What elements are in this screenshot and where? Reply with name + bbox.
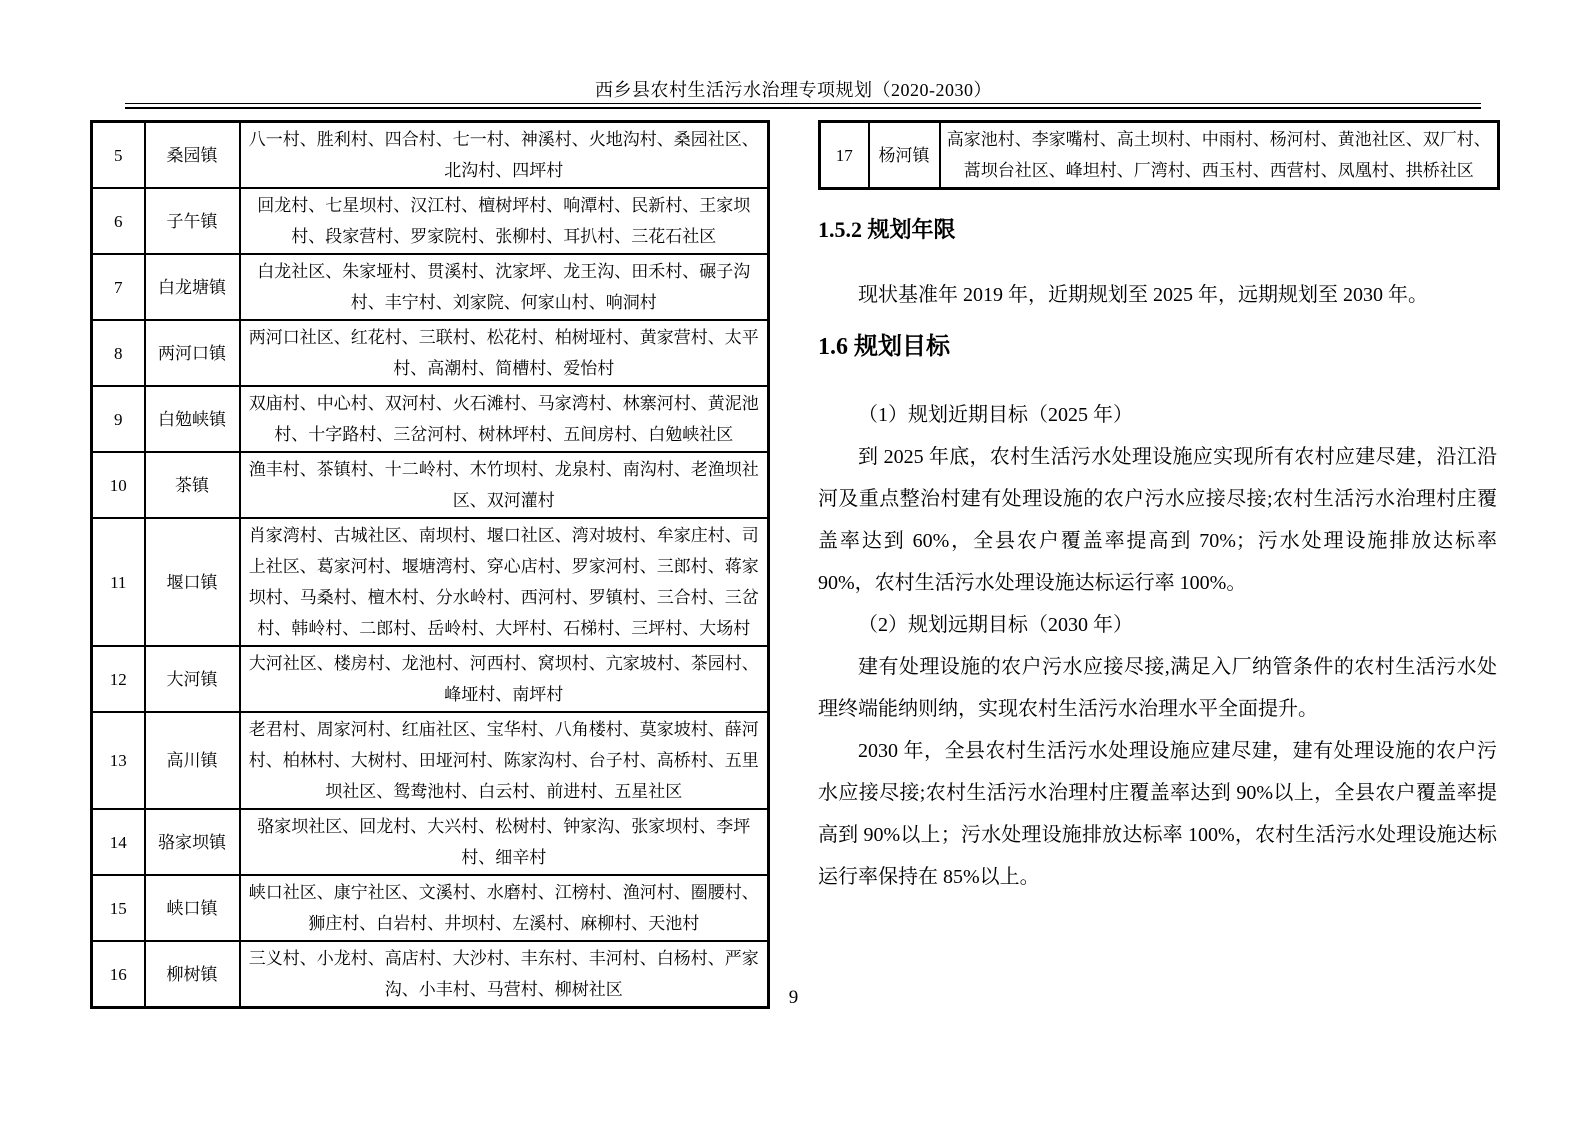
- table-row: [92, 875, 769, 941]
- table-row: [820, 122, 1499, 189]
- section-heading-1-5-2: 1.5.2 规划年限: [818, 217, 956, 242]
- villages-cell: 大河社区、楼房村、龙池村、河西村、窝坝村、亢家坡村、茶园村、峰垭村、南坪村: [240, 646, 769, 712]
- town-name-cell: 高川镇: [145, 712, 240, 809]
- row-number-cell: 7: [92, 254, 145, 320]
- row-number-cell: 13: [92, 712, 145, 809]
- table-row: [92, 518, 769, 646]
- town-name-cell: 堰口镇: [145, 518, 240, 646]
- township-village-table-left: [90, 120, 770, 1009]
- near-term-goal-heading: （1）规划近期目标（2025 年）: [858, 404, 1133, 426]
- town-name-cell: 柳树镇: [145, 941, 240, 1008]
- table-row: [92, 809, 769, 875]
- long-term-goal-paragraph-1: 建有处理设施的农户污水应接尽接,满足入厂纳管条件的农村生活污水处理终端能纳则纳，实现农村生活污水治理水平全面提升。: [818, 656, 1497, 720]
- town-name-cell: 杨河镇: [869, 122, 940, 189]
- villages-cell: 双庙村、中心村、双河村、火石滩村、马家湾村、林寨河村、黄泥池村、十字路村、三岔河村、树林坪村、五间房村、白勉峡社区: [240, 386, 769, 452]
- township-village-table-right: [818, 120, 1500, 190]
- row-number-cell: 8: [92, 320, 145, 386]
- villages-cell: 回龙村、七星坝村、汉江村、檀树坪村、响潭村、民新村、王家坝村、段家营村、罗家院村、张柳村、耳扒村、三花石社区: [240, 188, 769, 254]
- long-term-goal-paragraph-2: 2030 年，全县农村生活污水处理设施应建尽建，建有处理设施的农户污水应接尽接;农村生活污水治理村庄覆盖率达到 90%以上，全县农户覆盖率提高到 90%以上；污水处理设施排放达标率 100%，农村生活污水处理设施达标运行率保持在 85%以上。: [818, 740, 1497, 888]
- row-number-cell: 12: [92, 646, 145, 712]
- near-term-goal-paragraph: 到 2025 年底，农村生活污水处理设施应实现所有农村应建尽建，沿江沿河及重点整治村建有处理设施的农户污水应接尽接;农村生活污水治理村庄覆盖率达到 60%，全县农户覆盖率提高到 70%；污水处理设施排放达标率 90%，农村生活污水处理设施达标运行率 100%。: [818, 446, 1497, 594]
- town-name-cell: 大河镇: [145, 646, 240, 712]
- villages-cell: 三义村、小龙村、高店村、大沙村、丰东村、丰河村、白杨村、严家沟、小丰村、马营村、柳树社区: [240, 941, 769, 1008]
- table-row: [92, 452, 769, 518]
- villages-cell: 老君村、周家河村、红庙社区、宝华村、八角楼村、莫家坡村、薛河村、柏林村、大树村、田垭河村、陈家沟村、台子村、高桥村、五里坝社区、鸳鸯池村、白云村、前进村、五星社区: [240, 712, 769, 809]
- villages-cell: 两河口社区、红花村、三联村、松花村、柏树垭村、黄家营村、太平村、高潮村、简槽村、爱怡村: [240, 320, 769, 386]
- table-row: [92, 646, 769, 712]
- villages-cell: 八一村、胜利村、四合村、七一村、神溪村、火地沟村、桑园社区、北沟村、四坪村: [240, 122, 769, 189]
- right-table-body: [820, 122, 1499, 189]
- table-row: [92, 188, 769, 254]
- villages-cell: 高家池村、李家嘴村、高土坝村、中雨村、杨河村、黄池社区、双厂村、蒿坝台社区、峰坦村、厂湾村、西玉村、西营村、凤凰村、拱桥社区: [940, 122, 1499, 189]
- town-name-cell: 子午镇: [145, 188, 240, 254]
- table-row: [92, 320, 769, 386]
- town-name-cell: 桑园镇: [145, 122, 240, 189]
- table-row: [92, 386, 769, 452]
- table-row: [92, 122, 769, 189]
- row-number-cell: 10: [92, 452, 145, 518]
- row-number-cell: 6: [92, 188, 145, 254]
- villages-cell: 渔丰村、茶镇村、十二岭村、木竹坝村、龙泉村、南沟村、老渔坝社区、双河灌村: [240, 452, 769, 518]
- header-divider: [125, 103, 1481, 109]
- goals-text-block: [818, 394, 1497, 898]
- table-row: [92, 712, 769, 809]
- page-number: 9: [788, 987, 799, 1008]
- row-number-cell: 14: [92, 809, 145, 875]
- table-row: [92, 254, 769, 320]
- town-name-cell: 峡口镇: [145, 875, 240, 941]
- villages-cell: 骆家坝社区、回龙村、大兴村、松树村、钟家沟、张家坝村、李坪村、细辛村: [240, 809, 769, 875]
- right-column: [818, 120, 1497, 898]
- villages-cell: 白龙社区、朱家垭村、贯溪村、沈家坪、龙王沟、田禾村、碾子沟村、丰宁村、刘家院、何家山村、响洞村: [240, 254, 769, 320]
- town-name-cell: 白勉峡镇: [145, 386, 240, 452]
- row-number-cell: 11: [92, 518, 145, 646]
- row-number-cell: 15: [92, 875, 145, 941]
- section-heading-1-6: 1.6 规划目标: [818, 334, 950, 360]
- town-name-cell: 骆家坝镇: [145, 809, 240, 875]
- town-name-cell: 两河口镇: [145, 320, 240, 386]
- document-header-title: 西乡县农村生活污水治理专项规划（2020-2030）: [595, 80, 992, 100]
- villages-cell: 峡口社区、康宁社区、文溪村、水磨村、江榜村、渔河村、圈腰村、狮庄村、白岩村、井坝村、左溪村、麻柳村、天池村: [240, 875, 769, 941]
- villages-cell: 肖家湾村、古城社区、南坝村、堰口社区、湾对坡村、牟家庄村、司上社区、葛家河村、堰塘湾村、穿心店村、罗家河村、三郎村、蒋家坝村、马桑村、檀木村、分水岭村、西河村、罗镇村、三合村、三岔村、韩岭村、二郎村、岳岭村、大坪村、石梯村、三坪村、大场村: [240, 518, 769, 646]
- town-name-cell: 茶镇: [145, 452, 240, 518]
- town-name-cell: 白龙塘镇: [145, 254, 240, 320]
- long-term-goal-heading: （2）规划远期目标（2030 年）: [858, 614, 1133, 636]
- planning-horizon-paragraph: 现状基准年 2019 年，近期规划至 2025 年，远期规划至 2030 年。: [858, 284, 1428, 306]
- row-number-cell: 16: [92, 941, 145, 1008]
- row-number-cell: 9: [92, 386, 145, 452]
- row-number-cell: 5: [92, 122, 145, 189]
- row-number-cell: 17: [820, 122, 869, 189]
- left-table-body: [92, 122, 769, 1008]
